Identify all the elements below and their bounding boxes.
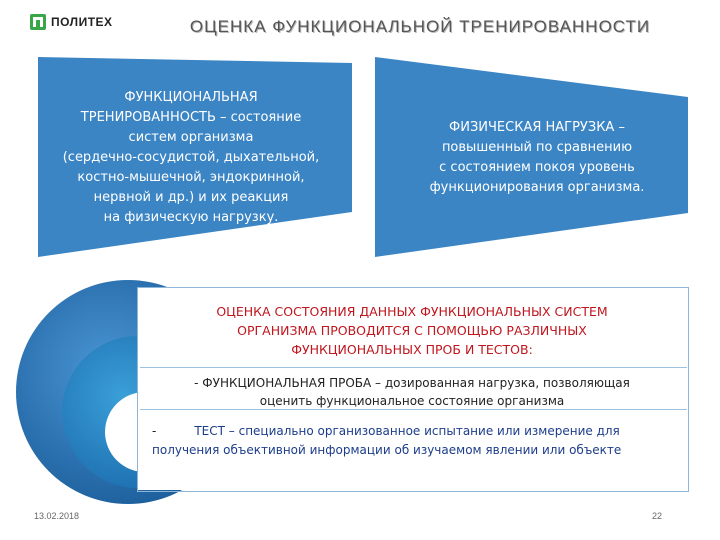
functional-probe-item: [152, 374, 672, 410]
functional-fitness-definition: [36, 88, 346, 228]
definition-line: ФУНКЦИОНАЛЬНАЯ: [124, 90, 258, 105]
load-line: ФИЗИЧЕСКАЯ НАГРУЗКА –: [449, 120, 625, 135]
assessment-line: ОРГАНИЗМА ПРОВОДИТСЯ С ПОМОЩЬЮ РАЗЛИЧНЫХ: [237, 323, 587, 338]
definition-line: на физическую нагрузку.: [103, 210, 279, 225]
test-item: [152, 422, 672, 460]
load-line: повышенный по сравнению: [441, 140, 633, 155]
definition-line: нервной и др.) и их реакция: [93, 190, 289, 205]
definition-line: костно-мышечной, эндокринной,: [77, 170, 305, 185]
assessment-line: ОЦЕНКА СОСТОЯНИЯ ДАННЫХ ФУНКЦИОНАЛЬНЫХ СИСТЕМ: [216, 304, 608, 319]
probe-line: - ФУНКЦИОНАЛЬНАЯ ПРОБА – дозированная нагрузка, позволяющая: [194, 376, 630, 390]
slide-title: ОЦЕНКА ФУНКЦИОНАЛЬНОЙ ТРЕНИРОВАННОСТИ: [189, 17, 651, 36]
divider: [140, 367, 687, 368]
assessment-line: ФУНКЦИОНАЛЬНЫХ ПРОБ И ТЕСТОВ:: [291, 342, 533, 357]
test-line: получения объективной информации об изучаемом явлении или объекте: [152, 443, 622, 457]
definition-line: систем организма: [128, 130, 254, 145]
definition-line: ТРЕНИРОВАННОСТЬ – состояние: [80, 110, 302, 125]
load-line: с состоянием покоя уровень: [439, 160, 635, 175]
test-dash: -: [152, 424, 157, 438]
logo-text: ПОЛИТЕХ: [51, 15, 113, 29]
probe-line: оценить функциональное состояние организма: [259, 394, 565, 408]
page-number: 22: [652, 511, 663, 521]
slide-date: 13.02.2018: [34, 511, 80, 521]
physical-load-definition: [392, 118, 682, 198]
definition-line: (сердечно-сосудистой, дыхательной,: [62, 150, 320, 165]
load-line: функционирования организма.: [429, 180, 645, 195]
test-line: ТЕСТ – специально организованное испытание или измерение для: [194, 424, 620, 438]
assessment-heading: [152, 302, 672, 359]
